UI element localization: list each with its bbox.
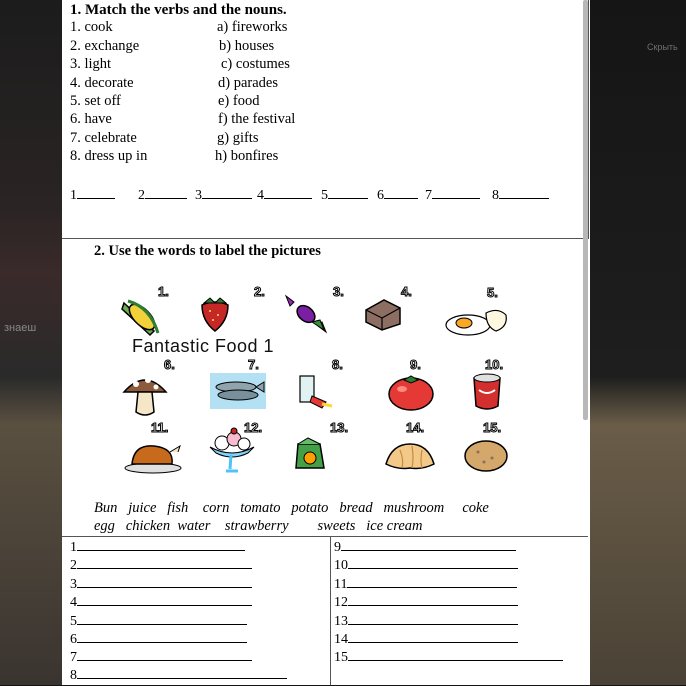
sweets-icon [282,292,330,336]
mushroom-icon [120,370,170,418]
verb-5: 5. set off [70,93,121,109]
picture-number-6: 6. [164,357,175,372]
background-side-text: знаеш [4,322,37,334]
bread-icon [362,296,404,332]
coke-icon [470,372,504,412]
picture-number-4: 4. [401,284,412,299]
answer-3[interactable]: 3 [70,575,252,593]
noun-a: a) fireworks [217,19,288,35]
picture-number-5: 5. [487,285,498,300]
potato-icon [462,438,510,474]
picture-number-2: 2. [254,284,265,299]
blank-7[interactable]: 7 [425,186,480,204]
verb-7: 7. celebrate [70,130,137,146]
blank-6[interactable]: 6 [377,186,418,204]
verb-3: 3. light [70,56,112,72]
blank-5[interactable]: 5 [321,186,368,204]
answer-1[interactable]: 1 [70,538,245,556]
picture-number-3: 3. [333,284,344,299]
answer-8[interactable]: 8 [70,666,287,684]
answer-7[interactable]: 7 [70,648,252,666]
answer-10[interactable]: 10 [334,556,518,574]
picture-number-7: 7. [248,357,259,372]
blank-3[interactable]: 3 [195,186,252,204]
picture-number-14: 14. [406,420,425,435]
noun-f: f) the festival [218,111,296,127]
answer-5[interactable]: 5 [70,612,247,630]
juice-icon [294,436,328,472]
answer-box-divider [330,536,331,685]
picture-number-15: 15. [483,420,502,435]
answer-12[interactable]: 12 [334,593,518,611]
verb-4: 4. decorate [70,75,134,91]
ice-cream-icon [204,425,260,475]
word-bank-line-1: Bun juice fish corn tomato potato bread mushroom coke [94,500,489,516]
exercise2-title: 2. Use the words to label the pictures [94,243,321,259]
picture-number-8: 8. [332,357,343,372]
strawberry-icon [198,295,232,333]
answer-9[interactable]: 9 [334,538,516,556]
chicken-icon [122,438,184,474]
answer-2[interactable]: 2 [70,556,252,574]
tomato-icon [386,372,436,412]
noun-b: b) houses [219,38,275,54]
corn-icon [120,297,164,337]
noun-c: c) costumes [221,56,290,72]
picture-number-1: 1. [158,284,169,299]
exercise1-title: 1. Match the verbs and the nouns. [70,2,287,18]
picture-number-12: 12. [244,420,263,435]
blank-2[interactable]: 2 [138,186,187,204]
fantastic-food-banner: Fantastic Food 1 [132,336,275,356]
background-left-panel [0,0,62,685]
background-right-panel [590,0,686,685]
noun-h: h) bonfires [215,148,279,164]
page-scrollbar[interactable] [583,0,588,420]
blank-8[interactable]: 8 [492,186,549,204]
verb-2: 2. exchange [70,38,140,54]
fish-icon [210,373,266,409]
water-icon [292,374,336,410]
blank-4[interactable]: 4 [257,186,312,204]
answer-13[interactable]: 13 [334,612,518,630]
answer-6[interactable]: 6 [70,630,247,648]
picture-number-10: 10. [485,357,504,372]
picture-number-9: 9. [410,357,421,372]
bun-icon [382,440,438,472]
verb-1: 1. cook [70,19,113,35]
answer-4[interactable]: 4 [70,593,252,611]
picture-number-11: 11. [151,420,169,435]
background-hide-label[interactable]: Скрыть [647,42,678,52]
blank-1[interactable]: 1 [70,186,115,204]
picture-number-13: 13. [330,420,349,435]
noun-d: d) parades [218,75,278,91]
worksheet [62,0,590,685]
answer-11[interactable]: 11 [334,575,517,593]
noun-g: g) gifts [217,130,259,146]
egg-icon [442,305,512,337]
verb-6: 6. have [70,111,112,127]
answer-14[interactable]: 14 [334,630,518,648]
answer-15[interactable]: 15 [334,648,563,666]
verb-8: 8. dress up in [70,148,148,164]
noun-e: e) food [218,93,260,109]
word-bank-line-2: egg chicken water strawberry sweets ice cream [94,518,423,534]
